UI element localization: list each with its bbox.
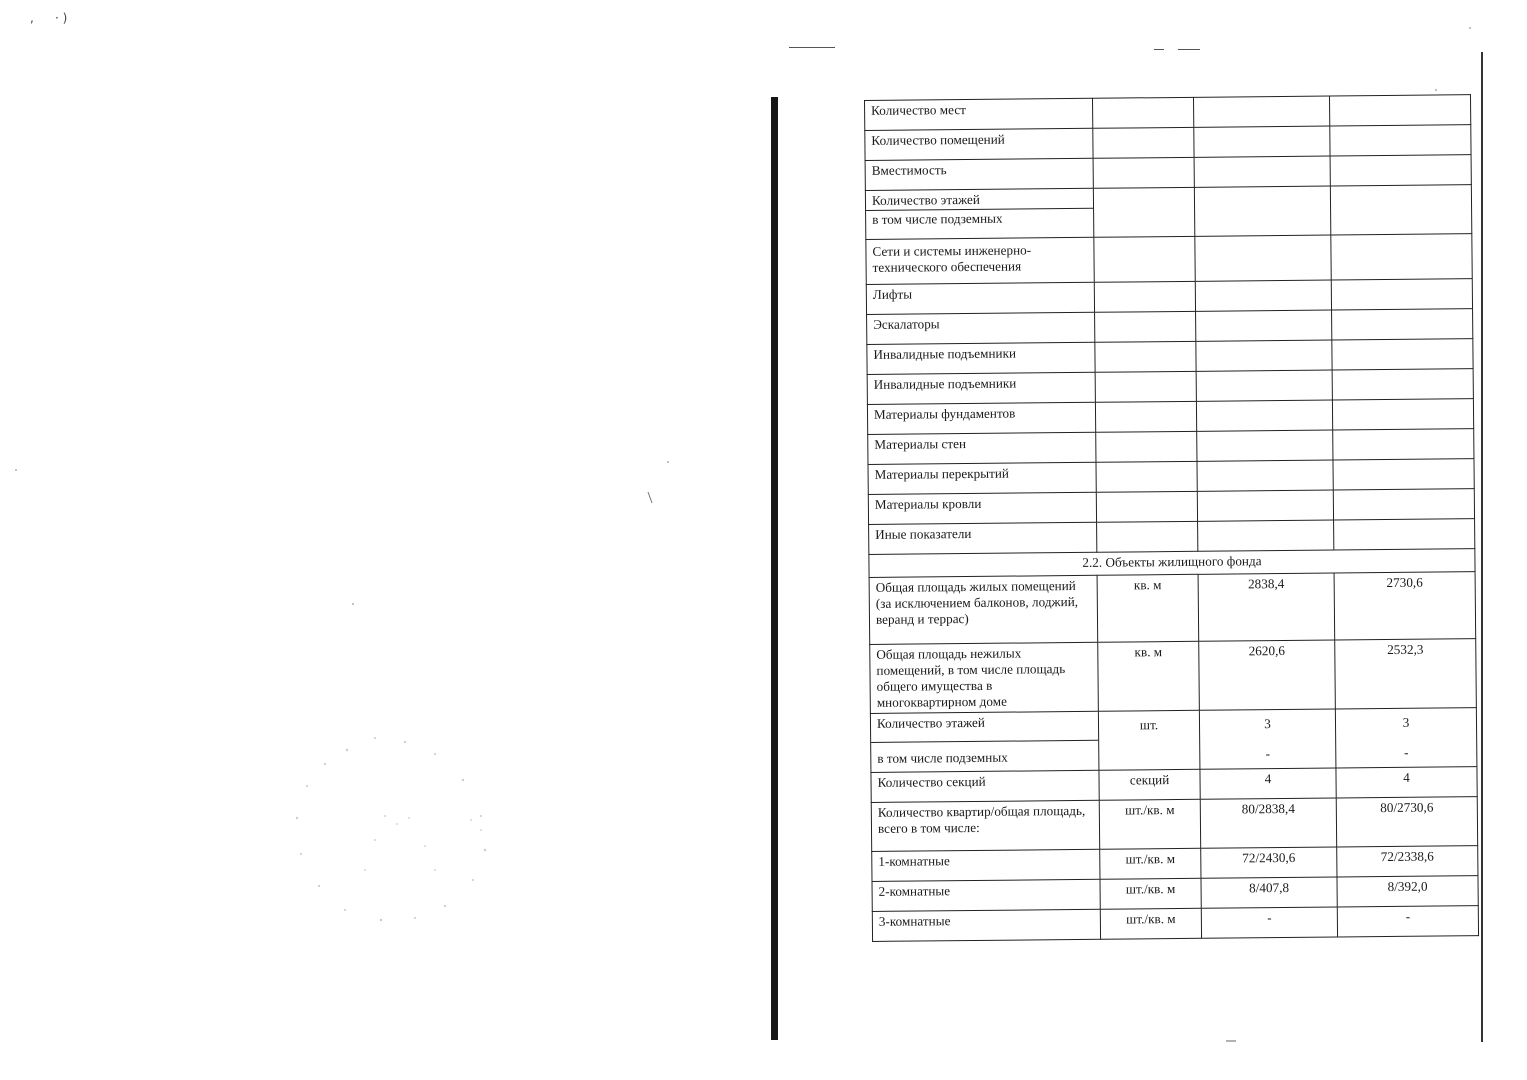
floors-label-cell <box>870 711 1099 772</box>
value-actual <box>1332 369 1473 400</box>
value-actual <box>1334 519 1475 550</box>
value-planned <box>1196 310 1332 341</box>
row-label: 1-комнатные <box>872 849 1100 881</box>
row-label: Иные показатели <box>869 522 1097 554</box>
value-actual: - <box>1337 906 1478 937</box>
row-label: Количество квартир/общая площадь, всего в том числе: <box>871 800 1099 851</box>
value-planned: 80/2838,4 <box>1200 798 1336 848</box>
unit-cell <box>1094 236 1195 282</box>
value-planned: - <box>1201 907 1337 938</box>
scan-mark <box>1154 49 1164 50</box>
value-planned <box>1194 156 1330 187</box>
unit-cell <box>1096 431 1197 462</box>
value-actual <box>1332 399 1473 430</box>
row-label: Инвалидные подъемники <box>867 342 1095 374</box>
scan-mark <box>789 47 835 48</box>
unit-cell: кв. м <box>1097 574 1199 642</box>
row-label: Материалы стен <box>868 432 1096 464</box>
value-planned: 2838,4 <box>1198 573 1335 641</box>
table-row <box>866 234 1472 285</box>
row-label: 2-комнатные <box>872 879 1100 911</box>
row-label: Лифты <box>866 282 1094 314</box>
value-actual: 4 <box>1336 767 1477 798</box>
document-page <box>864 94 1478 942</box>
row-label: Общая площадь жилых помещений (за исключением балконов, лоджий, веранд и террас) <box>869 575 1098 644</box>
unit-cell: шт./кв. м <box>1100 848 1201 879</box>
value-planned: 8/407,8 <box>1201 877 1337 908</box>
value-planned <box>1195 235 1331 281</box>
unit-cell <box>1095 311 1196 342</box>
value-planned <box>1196 340 1332 371</box>
value-planned <box>1194 126 1330 157</box>
row-label: Материалы кровли <box>868 492 1096 524</box>
value-actual <box>1330 125 1471 156</box>
unit-cell <box>1097 521 1198 552</box>
table-row <box>870 708 1477 773</box>
value-actual <box>1333 459 1474 490</box>
unit-cell <box>1093 187 1194 237</box>
table-row <box>871 797 1477 852</box>
value-planned <box>1193 96 1329 127</box>
value-planned: 2620,6 <box>1199 640 1336 710</box>
value-planned: 72/2430,6 <box>1201 847 1337 878</box>
value-actual <box>1332 339 1473 370</box>
row-label: Количество мест <box>865 98 1093 130</box>
unit-cell <box>1095 401 1196 432</box>
value-actual <box>1329 95 1470 126</box>
table-row <box>869 572 1476 645</box>
value-actual-cell <box>1335 708 1477 768</box>
row-sublabel: в том числе подземных <box>872 210 1003 227</box>
value-actual <box>1331 234 1472 280</box>
row-sublabel: в том числе подземных <box>877 749 1008 766</box>
value-planned <box>1195 280 1331 311</box>
building-parameters-table <box>864 94 1479 942</box>
section-heading: 2.2. Объекты жилищного фонда <box>869 549 1475 578</box>
table-row <box>870 639 1477 714</box>
unit-cell <box>1096 461 1197 492</box>
unit-cell <box>1094 281 1195 312</box>
page-binding-edge <box>771 97 778 1040</box>
row-label: Количество этажей <box>866 191 1093 211</box>
row-label: Количество помещений <box>865 128 1093 160</box>
row-label: Эскалаторы <box>867 312 1095 344</box>
svg-text:· ): · ) <box>55 11 68 25</box>
unit-cell: шт. <box>1098 710 1200 770</box>
value-actual: 72/2338,6 <box>1337 846 1478 877</box>
value-planned <box>1198 520 1334 551</box>
page-edge <box>1481 52 1483 1042</box>
row-label: Количество секций <box>871 770 1099 802</box>
unit-cell: кв. м <box>1098 641 1200 711</box>
row-label: Инвалидные подъемники <box>867 372 1095 404</box>
value-actual: 80/2730,6 <box>1336 797 1477 847</box>
value-planned <box>1196 370 1332 401</box>
value-actual: 2532,3 <box>1335 639 1477 709</box>
faint-stamp-imprint <box>285 720 505 940</box>
unit-cell: шт./кв. м <box>1099 799 1200 849</box>
unit-cell <box>1093 127 1194 158</box>
svg-text:,: , <box>30 11 34 25</box>
value-planned <box>1196 400 1332 431</box>
row-label: Сети и системы инженерно-технического обеспечения <box>866 237 1094 284</box>
row-label: Количество этажей <box>871 714 1098 743</box>
value-planned <box>1197 430 1333 461</box>
value-planned: 4 <box>1200 768 1336 799</box>
row-label: Общая площадь нежилых помещений, в том числе площадь общего имущества в многоквартирном доме <box>870 642 1099 713</box>
value-actual <box>1331 279 1472 310</box>
row-label: Материалы фундаментов <box>867 402 1095 434</box>
value-planned <box>1194 186 1330 236</box>
unit-cell <box>1092 97 1193 128</box>
value-planned-cell <box>1199 709 1336 769</box>
unit-cell <box>1093 157 1194 188</box>
value-actual <box>1333 429 1474 460</box>
unit-cell <box>1095 371 1196 402</box>
value-actual: 3 <box>1402 714 1410 730</box>
unit-cell: секций <box>1099 769 1200 800</box>
row-label: Материалы перекрытий <box>868 462 1096 494</box>
table-row <box>872 906 1478 942</box>
scan-mark <box>1178 49 1200 50</box>
value-actual <box>1333 489 1474 520</box>
value-planned <box>1197 490 1333 521</box>
floors-label-cell <box>865 188 1093 239</box>
value-planned: 3 <box>1264 716 1271 732</box>
unit-cell <box>1095 341 1196 372</box>
unit-cell: шт./кв. м <box>1100 878 1201 909</box>
unit-cell <box>1096 491 1197 522</box>
value-actual: 8/392,0 <box>1337 876 1478 907</box>
sub-value-actual: - <box>1404 744 1409 760</box>
value-actual <box>1332 309 1473 340</box>
value-actual <box>1330 155 1471 186</box>
row-label: Вместимость <box>865 158 1093 190</box>
value-actual <box>1330 185 1471 235</box>
unit-cell: шт./кв. м <box>1100 908 1201 939</box>
value-planned <box>1197 460 1333 491</box>
table-row <box>865 185 1471 240</box>
sub-value-planned: - <box>1265 746 1271 762</box>
value-actual: 2730,6 <box>1334 572 1476 640</box>
row-label: 3-комнатные <box>872 909 1100 941</box>
